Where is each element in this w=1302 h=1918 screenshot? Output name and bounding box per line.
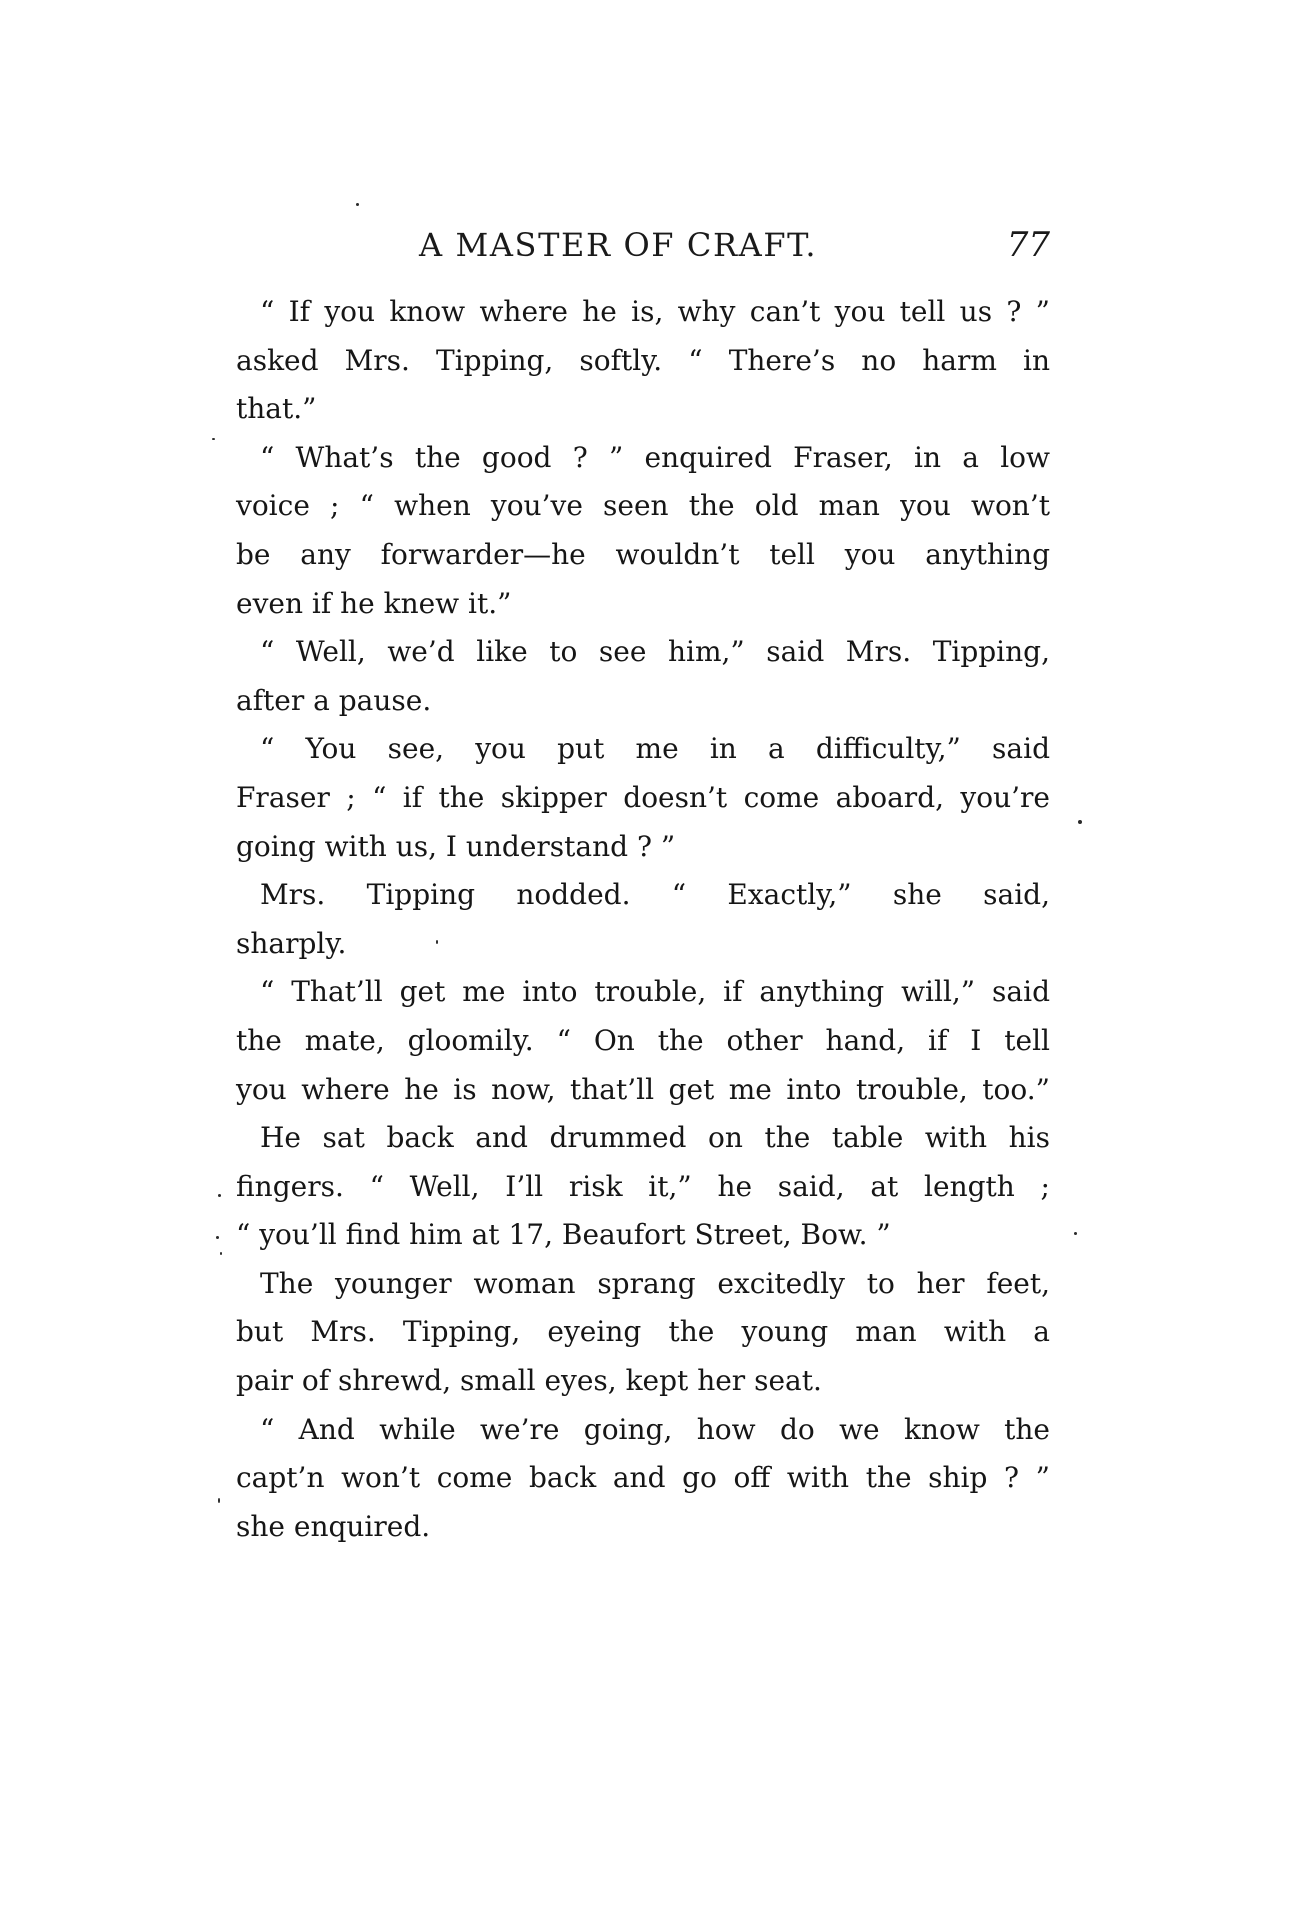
text-line: going with us, I understand ? ”	[236, 829, 676, 863]
page-header	[236, 222, 1050, 268]
scan-speck	[436, 940, 438, 944]
text-line: voice ; “ when you’ve seen the old man you won’t	[236, 489, 1050, 523]
text-line: fingers. “ Well, I’ll risk it,” he said, at length ;	[236, 1169, 1050, 1203]
text-line: “ You see, you put me in a difficulty,” said	[260, 732, 1050, 766]
text-line: “ If you know where he is, why can’t you tell us ? ”	[260, 295, 1050, 328]
paragraph	[236, 1114, 1050, 1260]
text-line: He sat back and drummed on the table with his	[260, 1121, 1050, 1155]
text-line: “ That’ll get me into trouble, if anything will,” said	[260, 975, 1050, 1009]
scan-speck	[1074, 1232, 1077, 1235]
text-line: Fraser ; “ if the skipper doesn’t come aboard, you’re	[236, 780, 1050, 814]
paragraph	[236, 434, 1050, 628]
paragraph	[236, 725, 1050, 871]
scan-speck	[220, 1252, 222, 1255]
page-number: 77	[1006, 225, 1050, 265]
text-line: after a pause.	[236, 683, 432, 717]
text-line: the mate, gloomily. “ On the other hand, if I tell	[236, 1023, 1050, 1057]
text-line: pair of shrewd, small eyes, kept her seat.	[236, 1364, 822, 1398]
text-line: “ And while we’re going, how do we know the	[260, 1412, 1050, 1446]
paragraph	[236, 1406, 1050, 1552]
text-line: Mrs. Tipping nodded. “ Exactly,” she said,	[260, 878, 1050, 912]
text-line: be any forwarder—he wouldn’t tell you anything	[236, 537, 1050, 571]
scan-speck	[216, 1236, 219, 1239]
text-line: The younger woman sprang excitedly to her feet,	[260, 1266, 1050, 1300]
scan-speck	[1078, 820, 1082, 824]
text-line: that.”	[236, 392, 317, 426]
running-head: A MASTER OF CRAFT.	[419, 226, 818, 264]
scan-speck	[212, 438, 215, 440]
text-line: sharply.	[236, 926, 347, 960]
text-line: “ you’ll find him at 17, Beaufort Street, Bow. ”	[236, 1218, 891, 1252]
text-line: you where he is now, that’ll get me into trouble, too.”	[236, 1072, 1050, 1106]
text-line: capt’n won’t come back and go off with the ship ? ”	[236, 1461, 1050, 1495]
paragraph	[236, 871, 1050, 968]
scan-speck	[218, 1194, 221, 1197]
text-line: even if he knew it.”	[236, 586, 512, 620]
paragraph	[236, 628, 1050, 725]
text-line: she enquired.	[236, 1509, 431, 1543]
scan-speck	[218, 1498, 220, 1503]
paragraph	[236, 288, 1050, 434]
paragraph	[236, 1260, 1050, 1406]
text-body	[236, 288, 1050, 1551]
text-line: “ Well, we’d like to see him,” said Mrs. Tipping,	[260, 635, 1050, 669]
text-line: “ What’s the good ? ” enquired Fraser, in a low	[260, 440, 1050, 474]
paragraph	[236, 968, 1050, 1114]
scan-speck	[356, 203, 359, 206]
text-line: asked Mrs. Tipping, softly. “ There’s no harm in	[236, 343, 1050, 377]
text-line: but Mrs. Tipping, eyeing the young man with a	[236, 1315, 1050, 1349]
